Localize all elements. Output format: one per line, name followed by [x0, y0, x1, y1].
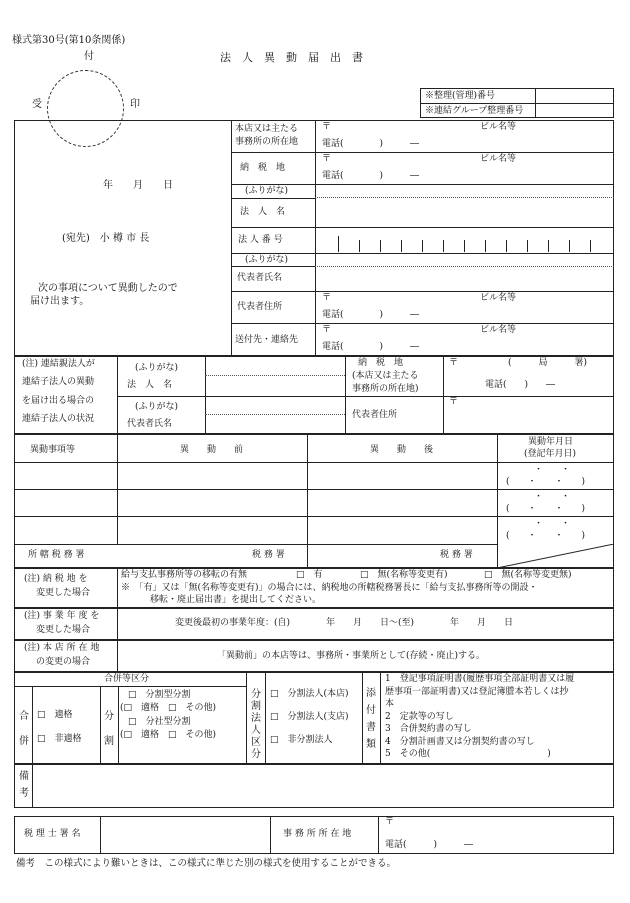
kyuyo-note-2: 移転・廃止届出書」を提出してください。 — [150, 595, 322, 605]
honten-label-1: 本店又は主たる — [235, 124, 299, 134]
opt-ari[interactable]: □ 有 — [296, 570, 323, 580]
renketsu-daihyou: 代表者氏名 — [127, 419, 173, 429]
gappei-kubun: 合併等区分 — [104, 674, 150, 684]
seiri-label: ※整理(管理)番号 — [425, 91, 496, 101]
attached-doc-line: 4 分割計画書又は分割契約書の写し — [385, 736, 535, 747]
renketsu-nouzeichi: 納 税 地 — [358, 358, 404, 368]
renketsu-kyoku: ( 局 署) — [508, 358, 588, 368]
date-paren: ( ・ ・ ) — [506, 504, 586, 514]
attached-doc-line: 1 登記事項証明書(履歴事項全部証明書又は履 — [385, 674, 575, 684]
jigyo-nendo-note-1: (注) 事 業 年 度 を — [24, 611, 100, 621]
tel-field: 電話( ) ― — [322, 139, 420, 149]
honten-change-note-2: の変更の場合 — [36, 657, 91, 667]
nouzei-change-note-2: 変更した場合 — [36, 588, 91, 598]
date-paren: ( ・ ・ ) — [506, 531, 586, 541]
tekikaku-check[interactable]: □ 適格 — [37, 710, 73, 720]
tel-field: 電話( ) ― — [322, 171, 420, 181]
postal-mark: 〒 — [322, 325, 332, 335]
daihyou-label: 代表者氏名 — [237, 273, 283, 283]
kyuyo-note-1: ※ 「有」又は「無(名称等変更有)」の場合には、納税地の所轄税務署長に「給与支払事務所等の開設・ — [121, 583, 538, 593]
biko-label-2: 考 — [19, 788, 29, 799]
diagonal-slash — [497, 544, 614, 568]
postal-mark: 〒 — [322, 293, 332, 303]
digit-tick — [485, 240, 486, 252]
renketsu-postal-2: 〒 — [449, 397, 459, 407]
bunkatsu-kubun-char: 割 — [251, 701, 261, 712]
ido-date-header-2: (登記年月日) — [524, 449, 577, 459]
footer-note: 備考 この様式により難いときは、この様式に準じた別の様式を使用することができる。 — [16, 858, 397, 869]
honten-label-2: 事務所の所在地 — [235, 137, 299, 147]
hei-label: 併 — [19, 736, 29, 747]
bunkatsu-kubun-char: 分 — [251, 749, 261, 760]
renketsu-tel: 電話( ) ― — [485, 380, 556, 390]
digit-tick — [443, 240, 444, 252]
in-label: 印 — [130, 99, 140, 110]
ido-ato-header: 異 動 後 — [370, 445, 434, 455]
furigana-label-2: (ふりがな) — [245, 255, 289, 265]
postal-mark: 〒 — [322, 154, 332, 164]
opt-nashi-henkou-nashi[interactable]: □ 無(名称等変更無) — [484, 570, 572, 580]
bunkatsu-shiten-check[interactable]: □ 分割法人(支店) — [270, 712, 349, 722]
renketsu-honten-1: (本店又は主たる — [352, 371, 419, 381]
bunkatsu-type-2-sub[interactable]: (□ 適格 □ その他) — [120, 730, 217, 740]
digit-tick — [506, 240, 507, 252]
renketsu-note-2: 連結子法人の異動 — [22, 377, 95, 387]
renketsu-note-3: を届け出る場合の — [22, 396, 95, 406]
bunkatsu-kubun-char: 分 — [251, 689, 261, 700]
daihyou-addr-label: 代表者住所 — [237, 302, 283, 312]
bunkatsu-kubun-char: 法 — [251, 713, 261, 724]
digit-tick — [401, 240, 402, 252]
digit-tick — [464, 240, 465, 252]
biko-label-1: 備 — [19, 771, 29, 782]
digit-tick — [548, 240, 549, 252]
renketsu-daihyou-addr: 代表者住所 — [352, 410, 398, 420]
renketsu-houjinmei: 法 人 名 — [127, 380, 173, 390]
bunkatsu-type-1[interactable]: □ 分割型分割 — [128, 690, 191, 700]
honten-change-note-1: (注) 本 店 所 在 地 — [24, 643, 100, 653]
attached-doc-line: 5 その他( ) — [385, 749, 551, 759]
building-label: ビル名等 — [480, 154, 517, 164]
ido-mae-header: 異 動 前 — [180, 445, 244, 455]
building-label: ビル名等 — [480, 293, 517, 303]
digit-tick — [527, 240, 528, 252]
nouzeichi-label: 納 税 地 — [240, 163, 286, 173]
katsu-label: 割 — [104, 736, 114, 747]
digit-tick — [380, 240, 381, 252]
renketsu-furigana-2: (ふりがな) — [135, 402, 179, 412]
building-label: ビル名等 — [480, 122, 517, 132]
jigyo-nendo-note-2: 変更した場合 — [36, 625, 91, 635]
biko-section — [14, 764, 614, 808]
zeirishi-postal: 〒 — [385, 817, 395, 827]
opt-nashi-henkou-ari[interactable]: □ 無(名称等変更有) — [360, 570, 448, 580]
form-number: 様式第30号(第10条関係) — [12, 35, 126, 46]
attached-doc-line: 3 合併契約書の写し — [385, 724, 472, 734]
digit-tick — [338, 236, 339, 252]
attached-doc-line: 2 定款等の写し — [385, 711, 454, 722]
uke-label: 受 — [32, 99, 42, 110]
ido-jikou-header: 異動事項等 — [30, 445, 76, 455]
zeirishi-office-label: 事 務 所 所 在 地 — [283, 829, 352, 839]
tel-field: 電話( ) ― — [322, 310, 420, 320]
digit-tick — [422, 240, 423, 252]
tenpu-char: 付 — [366, 705, 376, 716]
tenpu-char: 類 — [366, 739, 376, 750]
bunkatsu-kubun-char: 区 — [251, 737, 261, 748]
houjinbango-label: 法 人 番 号 — [238, 235, 283, 245]
zeimusho-mae: 税 務 署 — [252, 550, 285, 560]
shokan-label: 所 轄 税 務 署 — [28, 550, 85, 560]
tenpu-char: 添 — [366, 688, 376, 699]
attached-doc-line: 本 — [385, 699, 395, 709]
hitekikaku-check[interactable]: □ 非適格 — [37, 734, 82, 744]
go-label: 合 — [19, 711, 29, 722]
date-dots: ・ ・ — [534, 492, 571, 502]
zeimusho-ato: 税 務 署 — [440, 550, 473, 560]
renketsu-furigana: (ふりがな) — [135, 363, 179, 373]
fu-label: 付 — [84, 51, 94, 62]
bunkatsu-type-2[interactable]: □ 分社型分割 — [128, 717, 191, 727]
tel-field: 電話( ) ― — [322, 342, 420, 352]
zeirishi-tel: 電話( ) ― — [385, 840, 474, 850]
ido-date-header-1: 異動年月日 — [528, 437, 574, 447]
jigyo-nendo-text: 変更後最初の事業年度：(自) 年 月 日～(至) 年 月 日 — [175, 618, 514, 628]
bun-label: 分 — [104, 711, 114, 722]
zeirishi-label: 税 理 士 署 名 — [24, 829, 81, 839]
notice-line1: 次の事項について異動したので — [38, 283, 178, 294]
digit-tick — [590, 240, 591, 252]
honten-change-text: 「異動前」の本店等は、事務所・事業所として(存続・廃止)する。 — [217, 651, 486, 661]
tenpu-char: 書 — [366, 722, 376, 733]
building-label: ビル名等 — [480, 325, 517, 335]
furigana-label: (ふりがな) — [245, 186, 289, 196]
bunkatsu-kubun-char: 人 — [251, 725, 261, 736]
bunkatsu-type-1-sub[interactable]: (□ 適格 □ その他) — [120, 703, 217, 713]
addressee: (宛先) 小 樽 市 長 — [62, 233, 150, 244]
renketsu-postal: 〒 — [449, 358, 459, 368]
digit-tick — [359, 240, 360, 252]
renketsu-note-4: 連結子法人の状況 — [22, 414, 95, 424]
bunkatsu-honten-check[interactable]: □ 分割法人(本店) — [270, 689, 349, 699]
hibunkatsu-check[interactable]: □ 非分割法人 — [270, 735, 333, 745]
kyuyo-label: 給与支払事務所等の移転の有無 — [121, 570, 248, 580]
renketsu-honten-2: 事務所の所在地) — [352, 384, 419, 394]
postal-mark: 〒 — [322, 122, 332, 132]
date-paren: ( ・ ・ ) — [506, 477, 586, 487]
soufu-label: 送付先・連絡先 — [235, 335, 299, 345]
nouzei-change-note-1: (注) 納 税 地 を — [24, 574, 88, 584]
renketsu-note-1: (注) 連結親法人が — [22, 359, 95, 369]
date-dots: ・ ・ — [534, 465, 571, 475]
attached-doc-line: 歴事項一部証明書)又は登記簿謄本若しくは抄 — [385, 686, 569, 697]
date-field: 年 月 日 — [103, 180, 173, 191]
page-title: 法 人 異 動 届 出 書 — [220, 51, 363, 64]
digit-tick — [569, 240, 570, 252]
date-dots: ・ ・ — [534, 519, 571, 529]
renketsu-label: ※連結グループ整理番号 — [425, 106, 524, 116]
houjinmei-label: 法 人 名 — [240, 207, 286, 217]
notice-line2: 届け出ます。 — [30, 296, 90, 307]
